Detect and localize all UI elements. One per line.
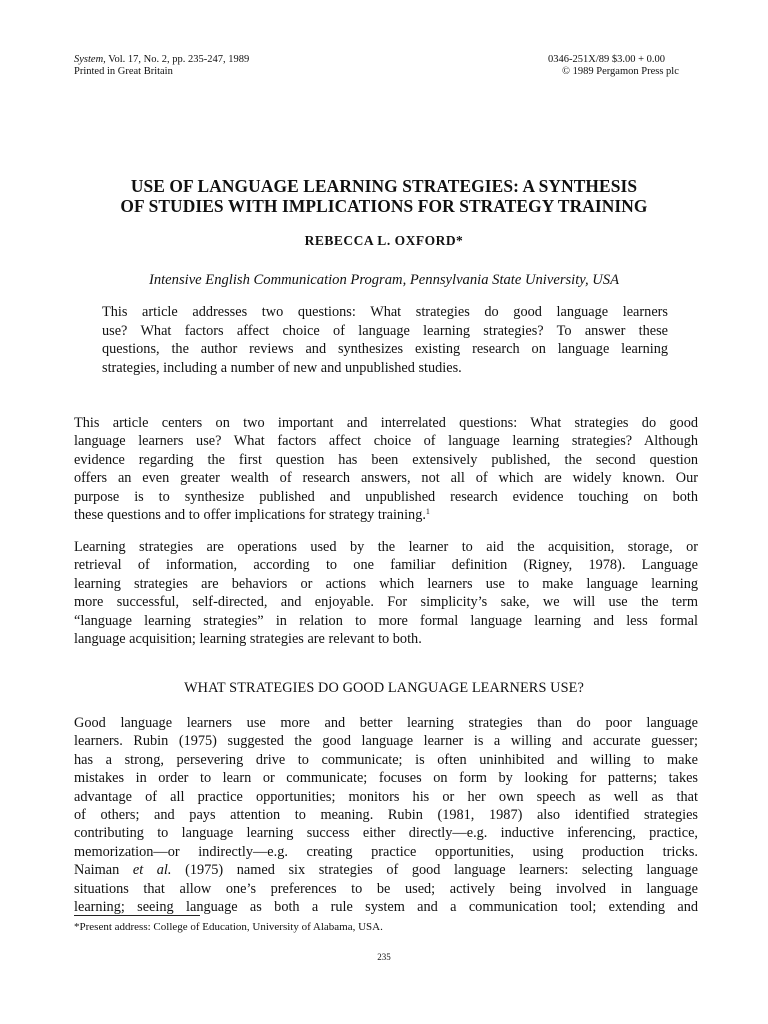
- copyright-block: [548, 54, 679, 78]
- text-line: evidence regarding the first question has been extensively published, the second question: [74, 451, 698, 468]
- title-line: OF STUDIES WITH IMPLICATIONS FOR STRATEGY TRAINING: [120, 196, 648, 216]
- abstract-line: This article addresses two questions: What strategies do good language learners: [102, 304, 668, 320]
- volume-info: Vol. 17, No. 2, pp. 235-247, 1989: [108, 54, 250, 65]
- body-paragraph: [74, 714, 698, 916]
- issn-code: 0346-251X/89 $3.00 + 0.00: [548, 54, 666, 65]
- citation-etal: et al.: [132, 862, 172, 879]
- text-line: retrieval of information, according to one familiar definition (Rigney, 1978). Language: [74, 557, 698, 574]
- text-line: situations that allow one’s preferences to be used; actively being involved in language: [74, 880, 698, 897]
- text-line: contributing to language learning success either directly—e.g. inductive inferencing, practice,: [74, 825, 698, 842]
- author-name: REBECCA L. OXFORD*: [304, 233, 464, 248]
- text-line: “language learning strategies” in relation to more formal language learning and less formal: [74, 612, 698, 629]
- text-line: Good language learners use more and better learning strategies than do poor language: [74, 715, 698, 731]
- printed-location: Printed in Great Britain: [74, 66, 173, 77]
- text-line: learners. Rubin (1975) suggested the good language learner is a willing and accurate guesser;: [74, 733, 698, 750]
- text-line: memorization—or indirectly—e.g. creating practice opportunities, using production tricks.: [74, 843, 698, 860]
- abstract-line: questions, the author reviews and synthesizes existing research on language learning: [102, 341, 668, 358]
- citation-author: Naiman: [74, 862, 120, 879]
- text-line: learning strategies are behaviors or actions which learners use to make language learning: [74, 575, 698, 592]
- text-line: of others; and pays attention to meaning. Rubin (1981, 1987) also identified strategies: [74, 807, 698, 824]
- footnote-marker: 1: [425, 507, 430, 517]
- text-line: has a strong, persevering drive to communicate; is often uninhibited and willing to make: [74, 751, 698, 768]
- text-line: these questions and to offer implications for strategy training.: [74, 507, 426, 524]
- text-line-citation: [74, 861, 698, 879]
- title-line: USE OF LANGUAGE LEARNING STRATEGIES: A SYNTHESIS: [130, 176, 638, 196]
- abstract-line: strategies, including a number of new and unpublished studies.: [102, 359, 462, 376]
- intro-paragraph: [74, 414, 698, 524]
- section-heading: WHAT STRATEGIES DO GOOD LANGUAGE LEARNERS USE?: [184, 680, 584, 696]
- article-title: [0, 176, 768, 216]
- text-line: language acquisition; learning strategies are relevant to both.: [74, 631, 422, 648]
- text-line: purpose is to synthesize published and unpublished research evidence touching on both: [74, 488, 698, 505]
- text-line-with-note: [74, 506, 698, 524]
- text-line: advantage of all practice opportunities; monitors his or her own speech as well as that: [74, 788, 698, 805]
- text-line: mistakes in order to learn or communicate; focuses on form by looking for patterns; takes: [74, 770, 698, 787]
- text-line: language learners use? What factors affect choice of language learning strategies? Although: [74, 433, 698, 450]
- abstract: [102, 303, 668, 377]
- footnote-rule: [74, 915, 200, 916]
- journal-name: System,: [74, 54, 106, 65]
- text-line: (1975) named six strategies of good language learners: selecting language: [185, 862, 698, 879]
- journal-citation: [74, 54, 249, 78]
- text-line: This article centers on two important and interrelated questions: What strategies do good: [74, 415, 698, 431]
- text-line: offers an even greater wealth of research answers, not all of which are widely known. Our: [74, 470, 698, 487]
- abstract-line: use? What factors affect choice of language learning strategies? To answer these: [102, 322, 668, 339]
- page-number: 235: [377, 952, 391, 962]
- text-line: more successful, self-directed, and enjoyable. For simplicity’s sake, we will use the term: [74, 594, 698, 611]
- definition-paragraph: [74, 538, 698, 648]
- text-line: learning; seeing language as both a rule system and a communication tool; extending and: [74, 899, 698, 916]
- copyright-line: © 1989 Pergamon Press plc: [562, 66, 679, 77]
- text-line: Learning strategies are operations used by the learner to aid the acquisition, storage, or: [74, 539, 698, 555]
- author-affiliation: Intensive English Communication Program, Pennsylvania State University, USA: [148, 272, 620, 288]
- author-footnote: *Present address: College of Education, University of Alabama, USA.: [74, 921, 383, 933]
